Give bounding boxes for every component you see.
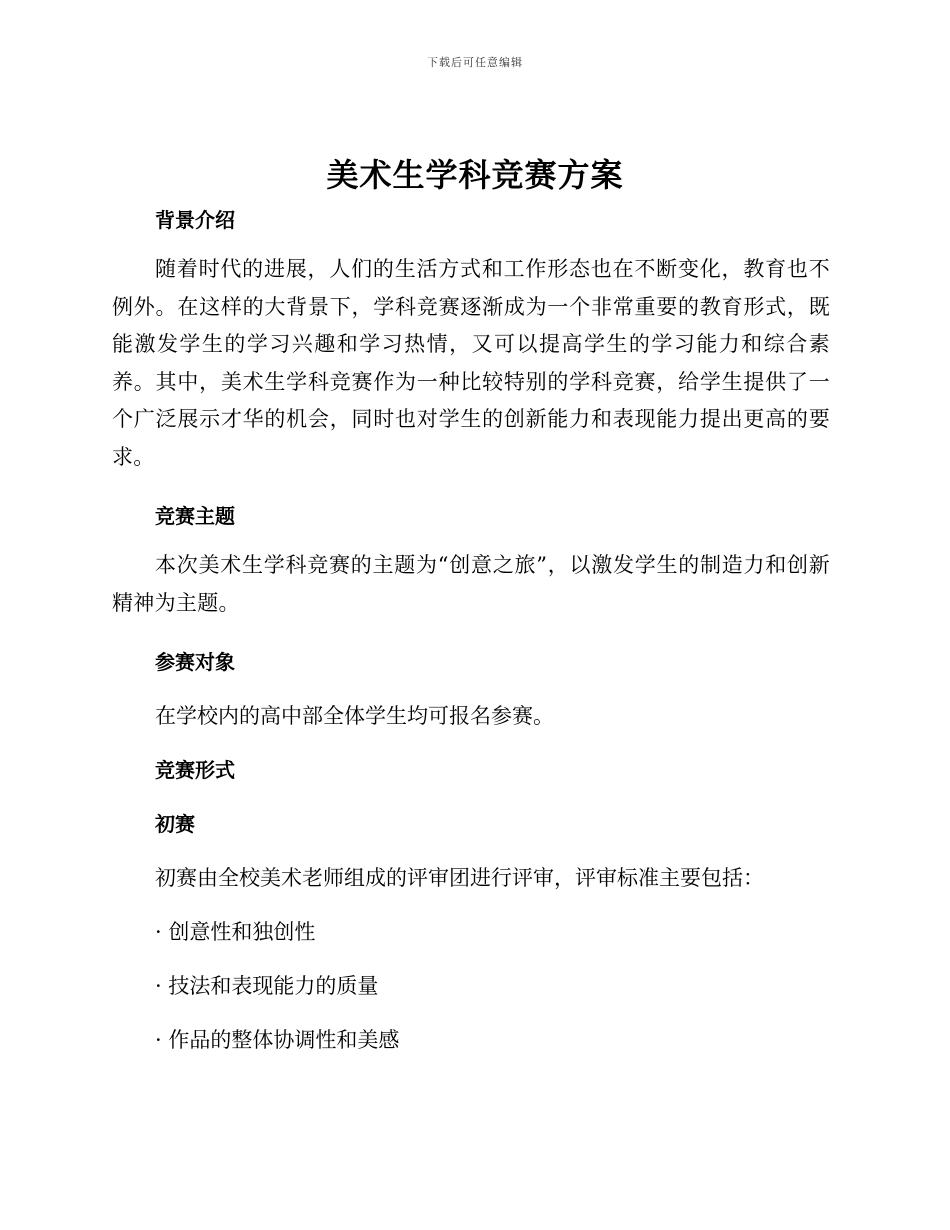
theme-paragraph: 本次美术生学科竞赛的主题为“创意之旅”，以激发学生的制造力和创新精神为主题。: [112, 553, 830, 615]
header-note: 下载后可任意编辑: [427, 56, 523, 69]
section-heading-preliminary: 初赛: [155, 812, 195, 836]
section-heading-format: 竞赛形式: [155, 758, 235, 782]
criteria-item: · 技法和表现能力的质量: [155, 974, 379, 998]
section-heading-theme: 竞赛主题: [155, 504, 235, 528]
criteria-item: · 作品的整体协调性和美感: [155, 1028, 400, 1052]
participants-paragraph: 在学校内的高中部全体学生均可报名参赛。: [155, 704, 554, 728]
document-body: [112, 204, 830, 1056]
section-heading-background: 背景介绍: [155, 208, 235, 232]
background-paragraph: 随着时代的进展，人们的生活方式和工作形态也在不断变化，教育也不例外。在这样的大背景下，学科竞赛逐渐成为一个非常重要的教育形式，既能激发学生的学习兴趣和学习热情，又可以提高学生的学习能力和综合素养。其中，美术生学科竞赛作为一种比较特别的学科竞赛，给学生提供了一个广泛展示才华的机会，同时也对学生的创新能力和表现能力提出更高的要求。: [112, 257, 830, 469]
section-heading-participants: 参赛对象: [155, 650, 235, 674]
preliminary-intro: 初赛由全校美术老师组成的评审团进行评审，评审标准主要包括：: [155, 866, 764, 890]
criteria-item: · 创意性和独创性: [155, 920, 316, 944]
document-title: 美术生学科竞赛方案: [326, 156, 624, 194]
